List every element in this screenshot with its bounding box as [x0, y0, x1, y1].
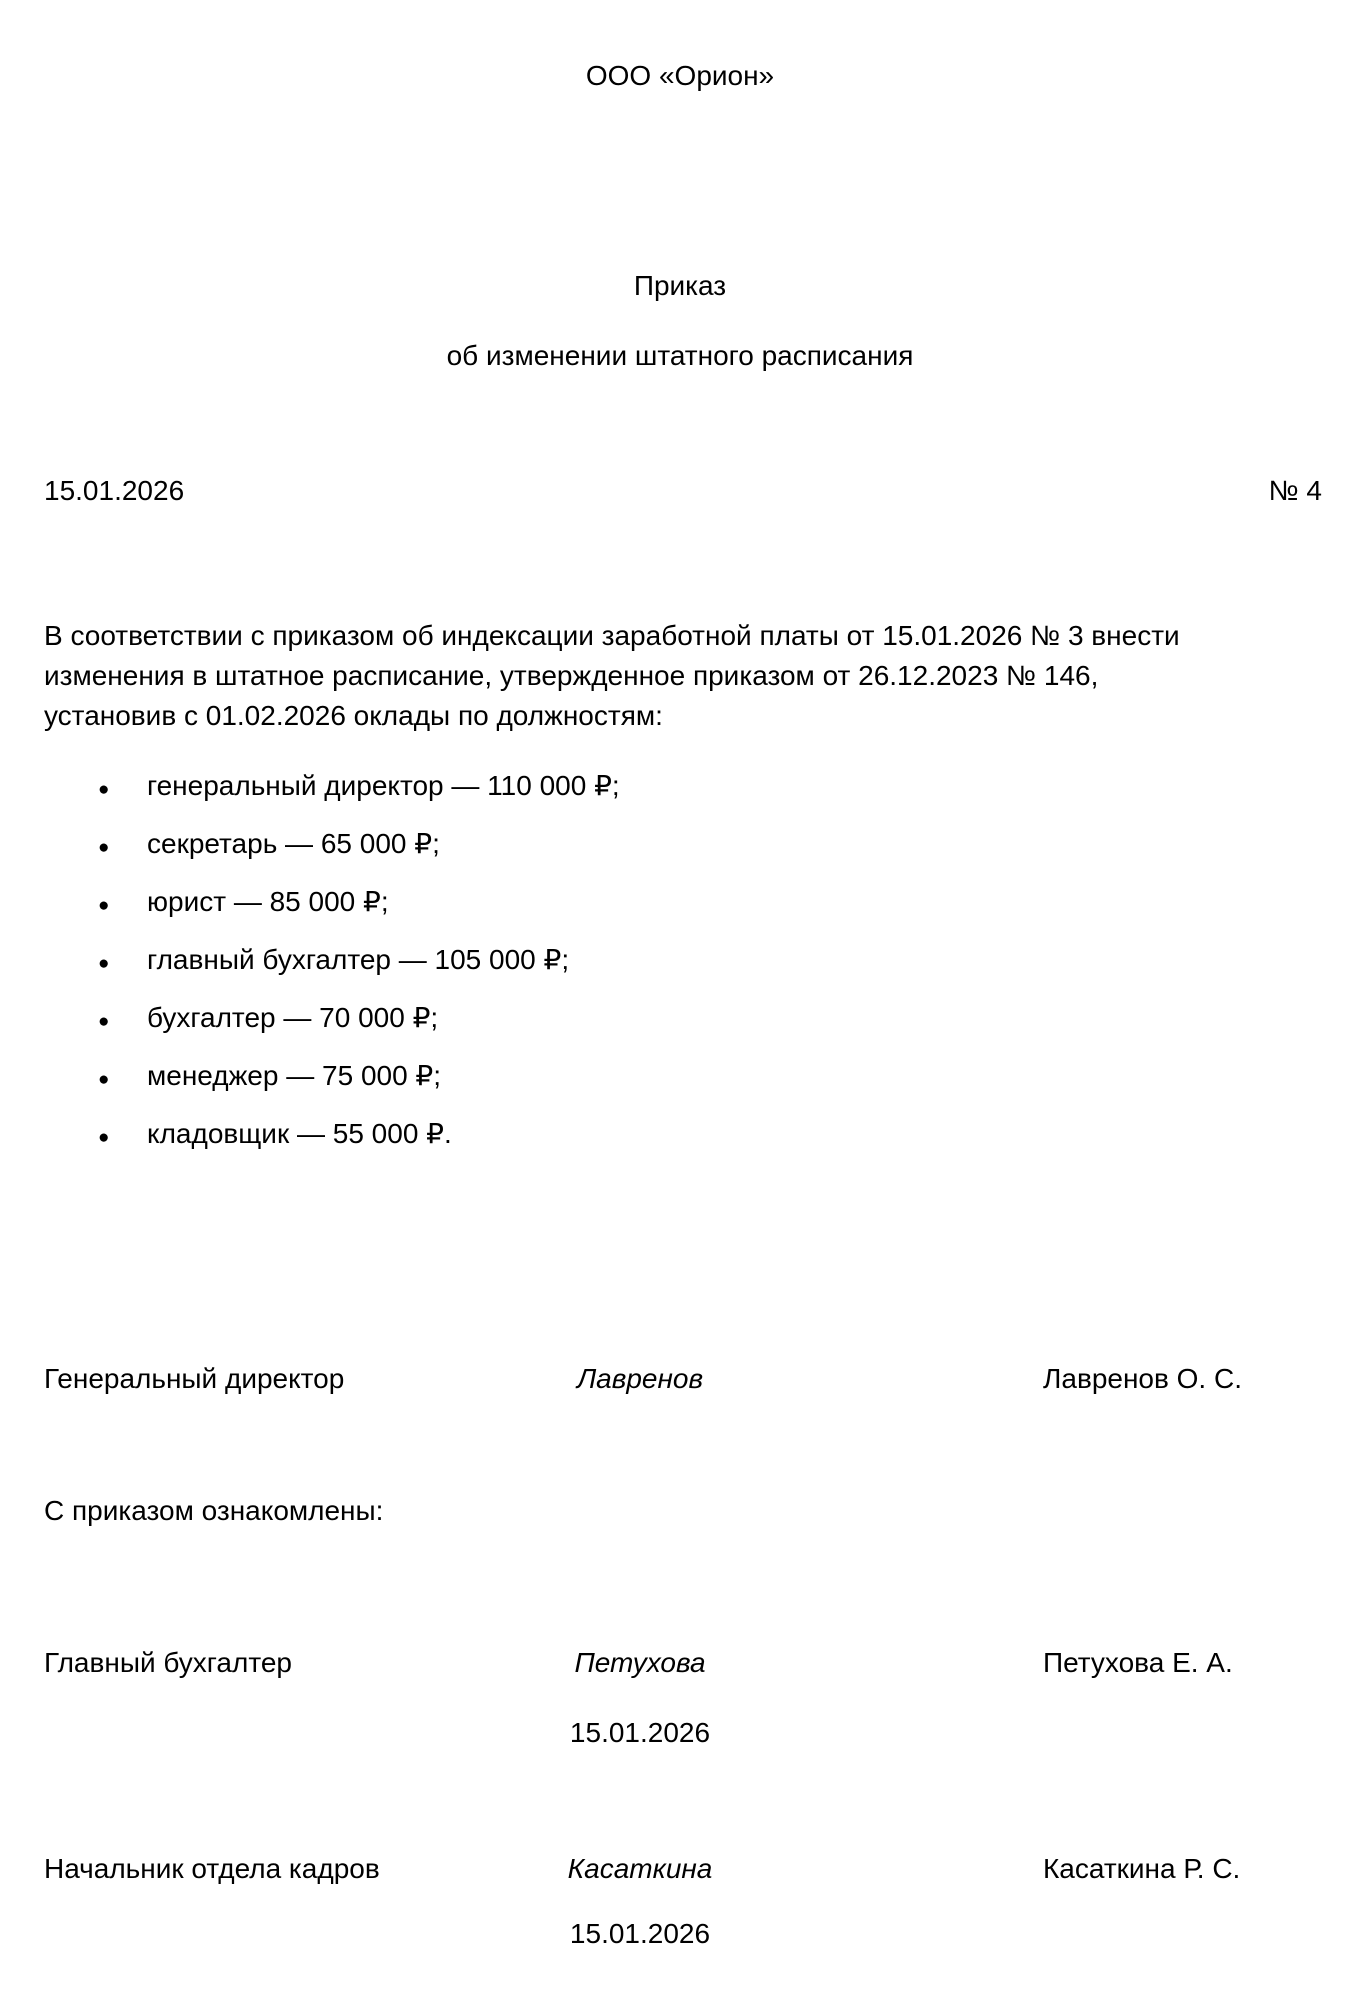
list-item [44, 940, 1322, 984]
acknowledger-name: Касаткина Р. С. [1043, 1853, 1241, 1884]
list-item [44, 882, 1322, 926]
body-line: установив с 01.02.2026 оклады по должностям: [44, 700, 663, 731]
acknowledgement-date: 15.01.2026 [569, 1918, 711, 1949]
acknowledger-signature: Касаткина [567, 1853, 713, 1884]
company-name: ООО «Орион» [585, 60, 775, 91]
document-number: № 4 [1268, 475, 1322, 506]
list-item [44, 998, 1322, 1042]
date-number-row [44, 471, 1322, 511]
list-item-text: главный бухгалтер — 105 000 ₽; [147, 944, 570, 975]
list-item-text: секретарь — 65 000 ₽; [147, 828, 440, 859]
body-line: В соответствии с приказом об индексации заработной платы от 15.01.2026 № 3 внести [44, 620, 1180, 651]
bullet-icon: ● [98, 895, 110, 916]
acknowledger-name: Петухова Е. А. [1043, 1647, 1233, 1678]
bullet-icon: ● [98, 779, 110, 800]
bullet-icon: ● [98, 1127, 110, 1148]
acknowledgement-date: 15.01.2026 [569, 1717, 711, 1748]
list-item [44, 1056, 1322, 1100]
approval-signature-row [0, 1359, 1360, 1399]
document-title: Приказ [633, 270, 727, 301]
list-item-text: кладовщик — 55 000 ₽. [147, 1118, 452, 1149]
approver-position: Генеральный директор [44, 1363, 345, 1394]
list-item [44, 1114, 1322, 1158]
acknowledgement-heading: С приказом ознакомлены: [44, 1495, 384, 1526]
bullet-icon: ● [98, 1069, 110, 1090]
acknowledger-position: Начальник отдела кадров [44, 1853, 380, 1884]
list-item [44, 824, 1322, 868]
bullet-icon: ● [98, 1011, 110, 1032]
acknowledgement-signature-row [0, 1643, 1360, 1683]
document-subtitle: об изменении штатного расписания [446, 340, 914, 371]
acknowledgement-signature-row [0, 1849, 1360, 1889]
list-item-text: юрист — 85 000 ₽; [147, 886, 389, 917]
list-item-text: бухгалтер — 70 000 ₽; [147, 1002, 439, 1033]
approver-name: Лавренов О. С. [1043, 1363, 1242, 1394]
list-item [44, 766, 1322, 810]
list-item-text: генеральный директор — 110 000 ₽; [147, 770, 620, 801]
bullet-icon: ● [98, 837, 110, 858]
bullet-icon: ● [98, 953, 110, 974]
approver-signature: Лавренов [576, 1363, 704, 1394]
body-line: изменения в штатное расписание, утвержденное приказом от 26.12.2023 № 146, [44, 660, 1099, 691]
body-paragraph [44, 616, 1322, 736]
document-date: 15.01.2026 [44, 475, 185, 506]
acknowledger-signature: Петухова [574, 1647, 706, 1678]
acknowledger-position: Главный бухгалтер [44, 1647, 292, 1678]
salary-list [44, 766, 1322, 1172]
list-item-text: менеджер — 75 000 ₽; [147, 1060, 442, 1091]
